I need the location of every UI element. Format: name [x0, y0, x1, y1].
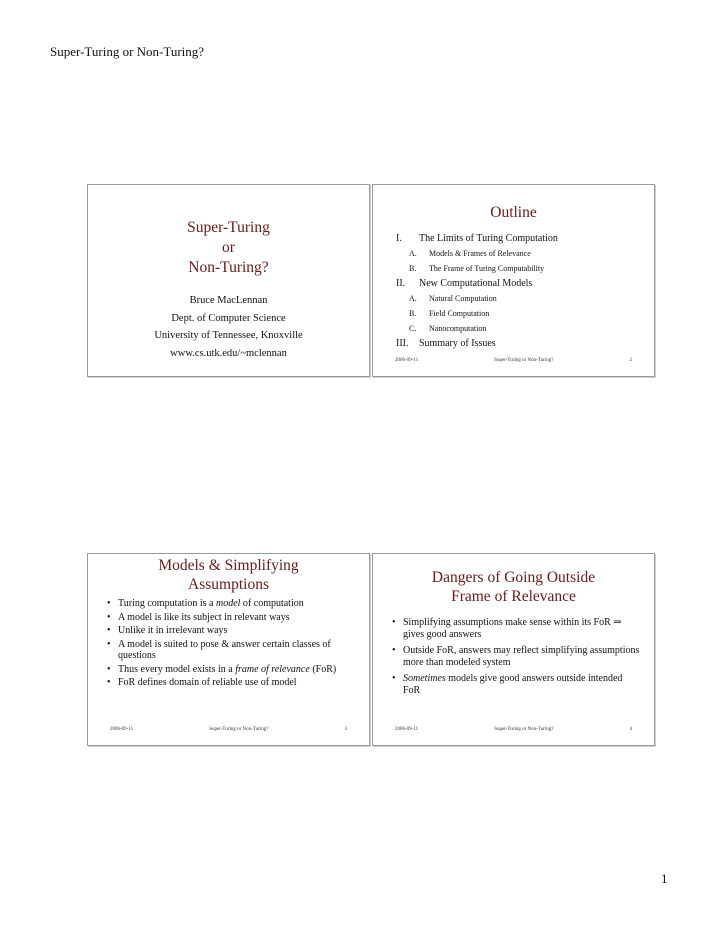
author-department: Dept. of Computer Science — [171, 312, 286, 324]
title-line: Super-Turing — [187, 219, 270, 236]
footer-date: 2006-09-11 — [395, 358, 419, 363]
footer-date: 2006-09-11 — [110, 727, 134, 732]
bullet-item: • Unlike it in irrelevant ways — [106, 625, 356, 637]
bullet-item: • Sometimes models give good answers outside intended FoR — [391, 673, 641, 697]
title-line: Frame of Relevance — [451, 588, 576, 605]
footer-title: Super-Turing or Non-Turing? — [494, 727, 554, 732]
footer-slide-number: 2 — [629, 358, 632, 363]
bullet-item: • A model is like its subject in relevant ways — [106, 612, 356, 624]
outline-subitem: A. Natural Computation — [409, 294, 497, 303]
author-university: University of Tennessee, Knoxville — [154, 330, 303, 341]
slide-footer — [395, 358, 632, 363]
slide-title — [373, 568, 654, 606]
bullet-item: • FoR defines domain of reliable use of model — [106, 677, 356, 689]
bullet-list — [106, 598, 356, 691]
slide-title — [88, 218, 369, 278]
footer-slide-number: 4 — [629, 727, 632, 732]
author-website: www.cs.utk.edu/~mclennan — [170, 347, 287, 359]
slide-3 — [87, 553, 370, 746]
outline-subitem: C. Nanocomputation — [409, 324, 487, 333]
bullet-item: • Simplifying assumptions make sense within its FoR ⇒ gives good answers — [391, 617, 641, 641]
outline-subitem: B. Field Computation — [409, 309, 490, 318]
slide-2 — [372, 184, 655, 377]
slide-footer — [395, 727, 632, 732]
outline-subitem: A. Models & Frames of Relevance — [409, 249, 531, 258]
title-line: Assumptions — [188, 576, 269, 593]
bullet-item: • A model is suited to pose & answer certain classes of questions — [106, 639, 356, 662]
footer-date: 2006-09-11 — [395, 727, 419, 732]
slide-title — [88, 556, 369, 594]
title-line: Models & Simplifying — [158, 557, 299, 574]
outline-item: I. The Limits of Turing Computation — [396, 233, 558, 244]
bullet-item: • Turing computation is a model of computation — [106, 598, 356, 610]
title-line: or — [222, 239, 235, 256]
title-line: Non-Turing? — [188, 259, 269, 276]
outline-item: II. New Computational Models — [396, 278, 533, 289]
bullet-list — [391, 617, 641, 701]
outline-item: III. Summary of Issues — [396, 338, 496, 349]
slide-title: Outline — [490, 204, 537, 221]
footer-title: Super-Turing or Non-Turing? — [494, 358, 554, 363]
slide-4 — [372, 553, 655, 746]
page-number: 1 — [661, 871, 668, 886]
outline-subitem: B. The Frame of Turing Computability — [409, 264, 545, 273]
author-block — [88, 292, 369, 362]
slide-footer — [110, 727, 347, 732]
footer-slide-number: 3 — [344, 727, 347, 732]
outline-list — [396, 231, 646, 351]
author-name: Bruce MacLennan — [189, 295, 268, 306]
title-line: Dangers of Going Outside — [431, 569, 596, 586]
page-header: Super-Turing or Non-Turing? — [50, 44, 205, 59]
footer-title: Super-Turing or Non-Turing? — [209, 727, 269, 732]
bullet-item: • Outside FoR, answers may reflect simplifying assumptions more than modeled system — [391, 645, 641, 669]
slide-1 — [87, 184, 370, 377]
bullet-item: • Thus every model exists in a frame of relevance (FoR) — [106, 664, 356, 676]
